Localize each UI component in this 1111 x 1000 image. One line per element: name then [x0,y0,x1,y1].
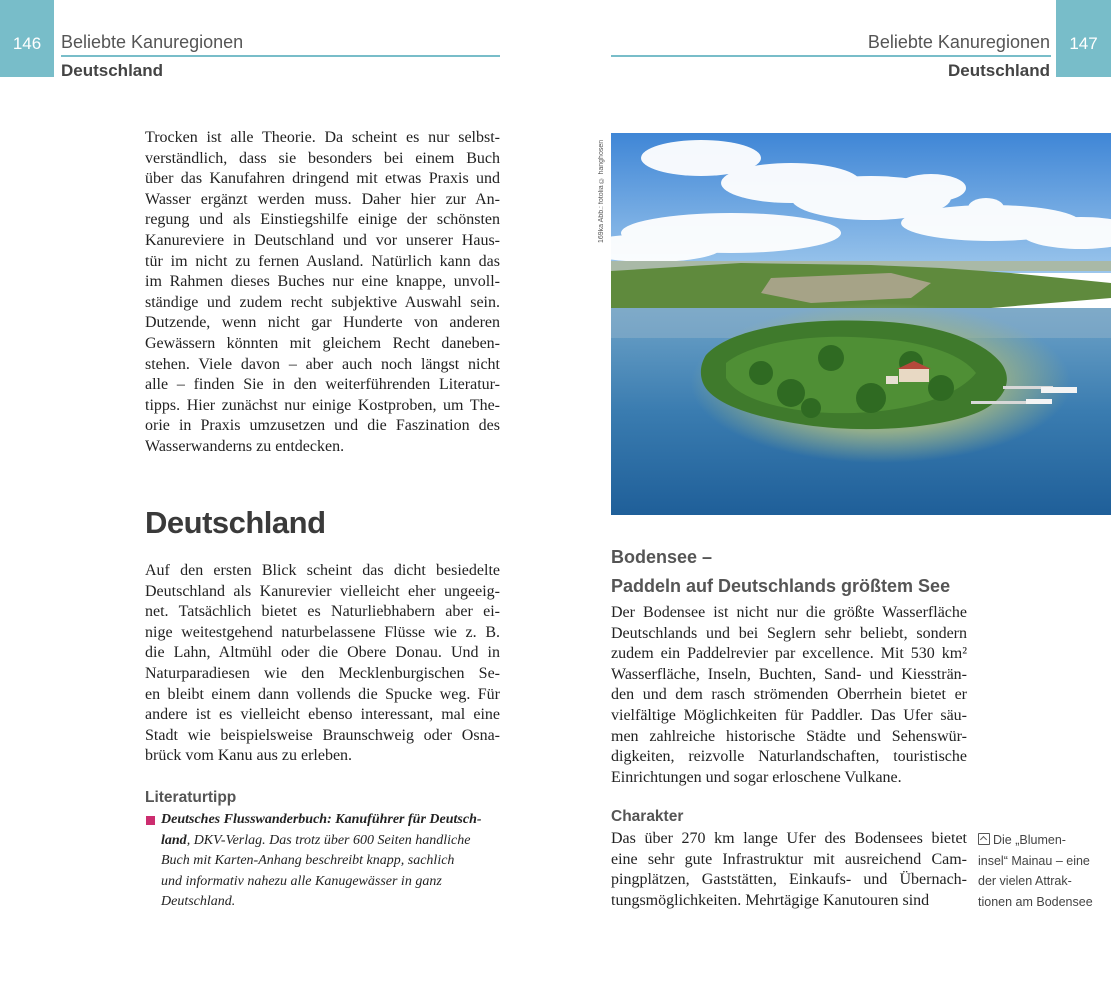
intro-line: im Rahmen dieses Buches nur eine knappe, unvoll- [145,273,500,291]
intro-paragraph [145,128,500,458]
bodensee-heading [611,543,950,601]
bodensee-heading-line1: Bodensee – [611,547,713,567]
intro-line: Dutzende, wenn nicht gar Hunderte von anderen [145,314,500,332]
charakter-text [611,829,967,911]
page-number-tab-left [0,0,54,77]
charakter-heading: Charakter [611,808,684,825]
bodensee-heading-line2: Paddeln auf Deutschlands größtem See [611,576,951,596]
section-line: andere ist es vielleicht ebenso interessant, mal eine [145,706,500,724]
section-line: Deutschland als Kanurevier vielleicht eher ungeeig- [145,582,500,600]
intro-line: Wasser ergänzt werden muss. Daher hier zur An- [145,190,500,208]
lit-title-part2: land [161,832,187,848]
intro-line: regung und als Einstiegshilfe einige der schönsten [145,211,500,229]
header-rule-right [611,55,1051,57]
intro-text [145,128,500,458]
section-line: Naturparadiesen wie den Mecklenburgischen Se- [145,664,500,682]
charakter-paragraph [611,829,967,911]
caption-line-3: der vielen Attrak- [978,874,1072,888]
caption-line-4: tionen am Bodensee [978,894,1093,909]
charakter-line: pingplätzen, Gaststätten, Einkaufs- und Übernach- [611,871,967,889]
aerial-lake-illustration [611,133,1111,515]
intro-line: ständige und zudem recht subjektive Auswahl sein. [145,293,500,311]
section-line: nige weitestgehend naturbelassene Flüsse wie z. B. [145,623,500,641]
intro-line: tür im nicht zu fernen Ausland. Natürlich kann das [145,252,500,270]
bodensee-line: Der Bodensee ist nicht nur die größte Wasserfläche [611,604,967,621]
caption-line-2: insel“ Mainau – eine [978,853,1090,868]
intro-line: Wasserwanderns zu entdecken. [145,437,345,455]
bodensee-text [611,603,967,788]
section-text [145,561,500,767]
page-number-right: 147 [1069,34,1098,53]
intro-line: alle – finden Sie in den weiterführenden Literatur- [145,376,500,394]
lit-line-2: und informativ nahezu alle Kanugewässer in ganz [161,873,442,889]
intro-line: verständlich, dass sie besonders bei einem Buch [145,149,500,167]
running-header-right: Beliebte Kanuregionen [867,32,1050,52]
lit-line-3: Deutschland. [161,894,236,909]
section-line: brück vom Kanu aus zu erleben. [145,747,353,765]
section-line: en bleibt einem dann vollends die Spucke weg. Für [145,685,500,703]
photo-reference-icon [978,833,990,845]
lit-title-part1: Deutsches Flusswanderbuch: Kanuführer für Deutsch- [161,812,482,827]
page-number-left: 146 [12,34,42,53]
bodensee-line: Deutschlands und bei Seglern sehr beliebt, sondern [611,624,967,642]
charakter-line: tungsmöglichkeiten. Mehrtägige Kanutouren sind [611,891,930,909]
photo-credit: 169ka Abb.: fotolia © hanghosen [598,139,605,243]
charakter-line: eine sehr gute Infrastruktur mit ausreichend Cam- [611,850,967,868]
margin-caption [978,830,1108,912]
lit-heading: Literaturtipp [145,789,237,806]
lit-tip-item [145,810,495,913]
lit-line-1: Buch mit Karten-Anhang beschreibt knapp, sachlich [161,853,455,868]
mainau-island-photo [611,133,1111,515]
intro-line: Gewässern könnten mit gleichem Recht daneben- [145,334,500,352]
intro-line: orie in Praxis umzusetzen und die Faszination des [145,417,500,435]
bodensee-paragraph [611,603,967,788]
intro-line: tipps. Hier zunächst nur einige Kostproben, um The- [145,396,500,414]
section-paragraph [145,561,500,767]
running-subheader-right: Deutschland [947,61,1050,80]
intro-line: stehen. Viele davon – aber auch noch längst nicht [145,355,500,373]
bodensee-line: Wasserfläche, Inseln, Buchten, Sand- und Kiessträn- [611,665,967,683]
bodensee-line: men zahlreiche historische Städte und Sehenswür- [611,727,967,745]
caption-line-1: Die „Blumen- [993,833,1066,847]
header-rule-left [61,55,500,57]
running-subheader-left: Deutschland [61,61,164,80]
intro-line: Kanureviere in Deutschland und vor unserer Haus- [145,231,500,249]
section-line: Auf den ersten Blick scheint das dicht besiedelte [145,562,500,579]
page-number-tab-right [1056,0,1111,77]
intro-line: über das Kanufahren dringend mit etwas Praxis und [145,170,500,188]
bodensee-line: digkeiten, reizvolle Naturlandschaften, touristische [611,748,967,766]
charakter-line: Das über 270 km lange Ufer des Bodensees bietet [611,830,967,847]
section-line: Stadt wie beispielsweise Braunschweig oder Osna- [145,726,500,744]
section-line: net. Tatsächlich bietet es Naturliebhabern aber ei- [145,603,500,621]
bodensee-line: vielfältige Möglichkeiten für Paddler. Das Ufer säu- [611,706,967,724]
intro-line: Trocken ist alle Theorie. Da scheint es nur selbst- [145,129,500,146]
running-header-left: Beliebte Kanuregionen [61,32,244,52]
lit-rest-first: , DKV-Verlag. Das trotz über 600 Seiten handliche [186,832,471,848]
bodensee-line: Einrichtungen und sogar erloschene Vulkane. [611,768,902,786]
section-heading-deutschland: Deutschland [145,505,326,540]
bodensee-line: zudem ein Paddelrevier par excellence. Mit 530 km² [611,645,967,663]
bodensee-line: den und dem rasch strömenden Oberrhein bietet er [611,686,967,704]
section-line: die Lahn, Altmühl oder die Obere Donau. Und in [145,644,500,662]
